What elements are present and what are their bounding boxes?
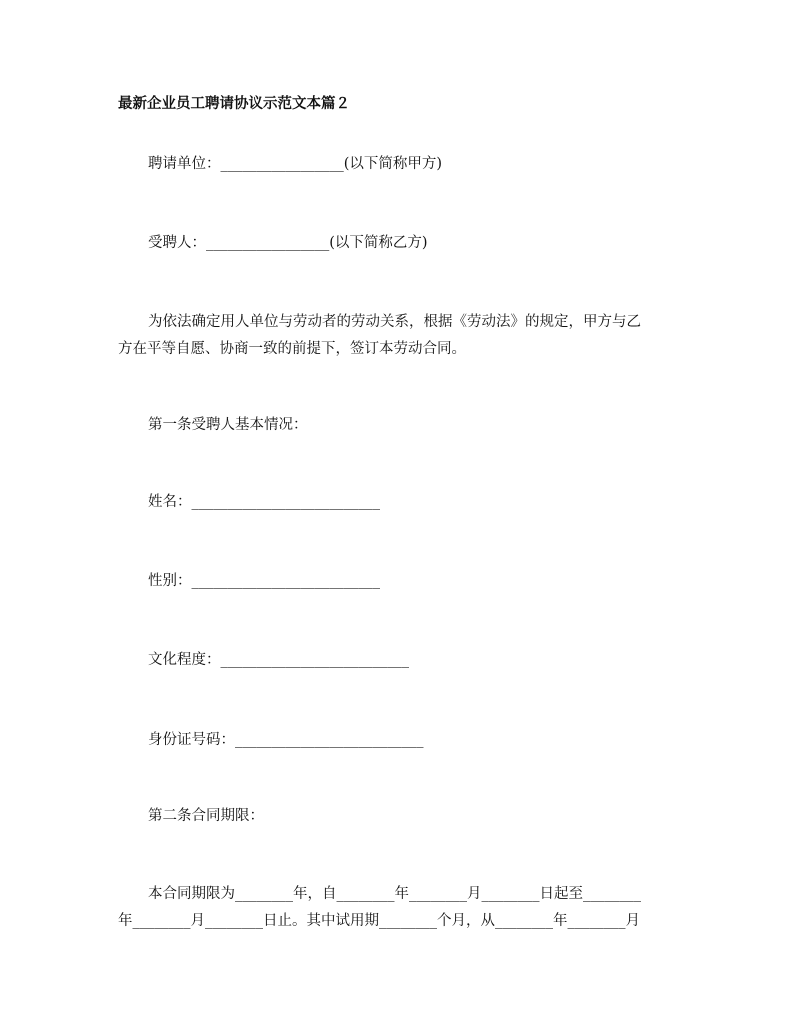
article-1-heading: 第一条受聘人基本情况： <box>148 417 308 433</box>
term-line-1: 本合同期限为________年，自________年________月________日起至________ <box>148 886 641 902</box>
intro-line-2: 方在平等自愿、协商一致的前提下，签订本劳动合同。 <box>118 341 466 357</box>
article-2-heading: 第二条合同期限： <box>148 808 264 824</box>
intro-line-1: 为依法确定用人单位与劳动者的劳动关系，根据《劳动法》的规定，甲方与乙 <box>148 314 641 330</box>
name-field: 姓名：__________________________ <box>148 494 380 510</box>
gender-field: 性别：__________________________ <box>148 573 380 589</box>
id-number-field: 身份证号码：__________________________ <box>148 732 424 748</box>
employee-line: 受聘人：_________________(以下简称乙方) <box>148 235 428 251</box>
education-field: 文化程度：__________________________ <box>148 652 409 668</box>
document-title: 最新企业员工聘请协议示范文本篇２ <box>118 95 350 112</box>
employer-line: 聘请单位：_________________(以下简称甲方) <box>148 156 443 172</box>
term-line-2: 年________月________日止。其中试用期________个月，从________年________月 <box>118 913 640 929</box>
